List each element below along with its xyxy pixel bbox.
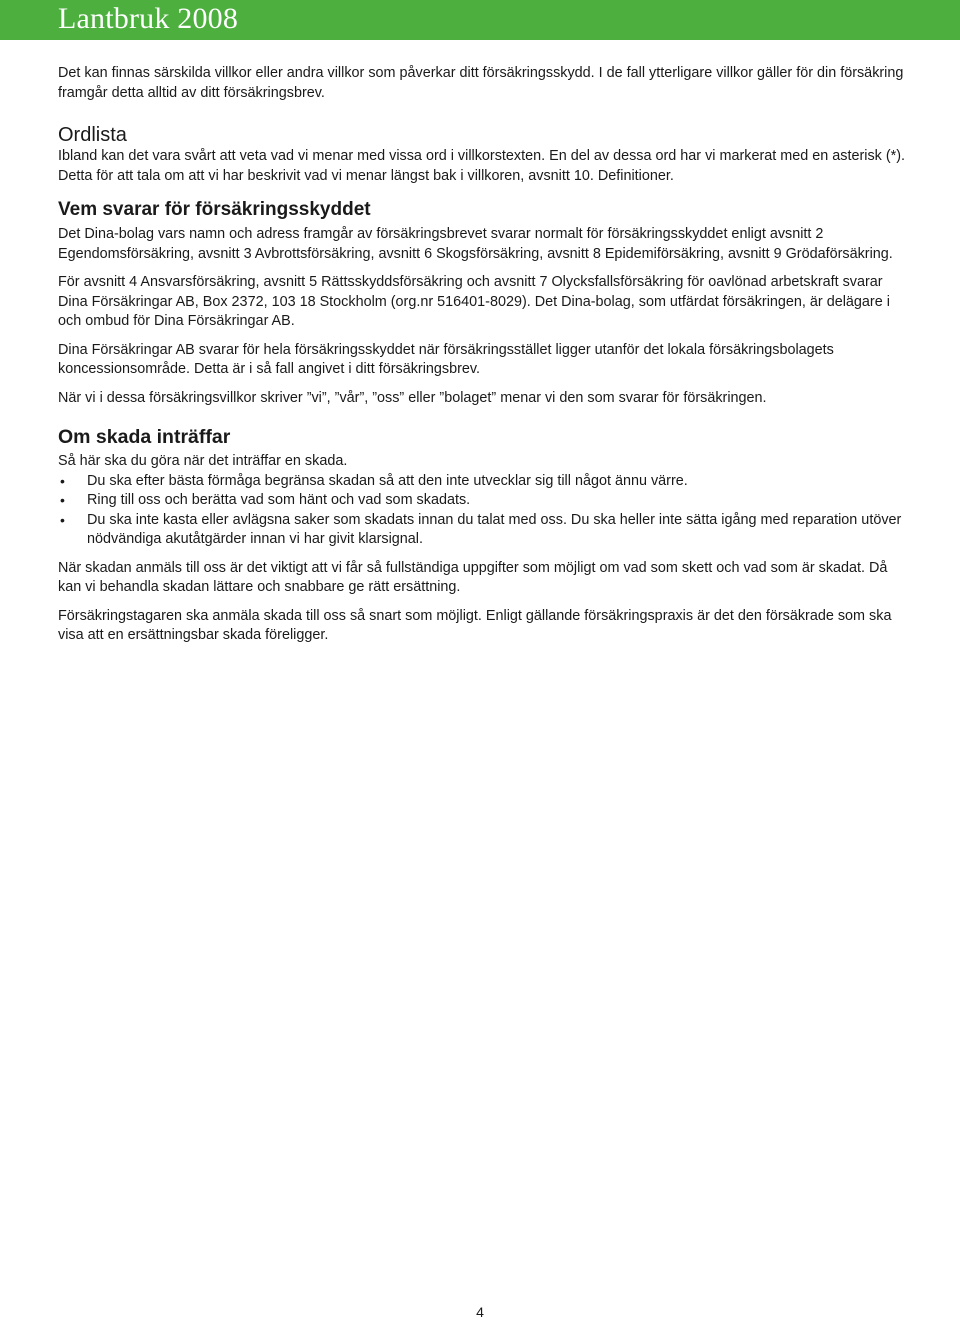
section-heading-vem-svarar: Vem svarar för försäkringsskyddet bbox=[58, 199, 371, 220]
bullet-text: Du ska efter bästa förmåga begränsa skadan så att den inte utvecklar sig till något ännu värre. bbox=[87, 472, 688, 489]
vem-svarar-paragraph-3: Dina Försäkringar AB svarar för hela försäkringsskyddet när försäkringsstället ligger utanför det lokala försäkringsbolagets koncessionsområde. Detta är i så fall angivet i ditt försäkringsbrev. bbox=[58, 341, 834, 377]
section-heading-om-skada: Om skada inträffar bbox=[58, 426, 231, 448]
list-item bbox=[58, 491, 908, 511]
page-content bbox=[58, 64, 908, 646]
om-skada-bullet-list bbox=[58, 472, 908, 550]
intro-paragraph: Det kan finnas särskilda villkor eller andra villkor som påverkar ditt försäkringsskydd. I de fall ytterligare villkor gäller för din försäkring framgår detta alltid av ditt försäkringsbrev. bbox=[58, 65, 904, 101]
document-title: Lantbruk 2008 bbox=[58, 2, 239, 35]
vem-svarar-paragraph-2: För avsnitt 4 Ansvarsförsäkring, avsnitt 5 Rättsskyddsförsäkring och avsnitt 7 Olycksfallsförsäkring för oavlönad arbetskraft svarar Dina Försäkringar AB, Box 2372, 103 18 Stockholm (org.nr 516401-8029). Det Dina-bolag, som utfärdat försäkringen, är delägare i och ombud för Dina Försäkringar AB. bbox=[58, 274, 890, 329]
bullet-text: Du ska inte kasta eller avlägsna saker som skadats innan du talat med oss. Du ska heller inte sätta igång med reparation utöver nödvändiga akutåtgärder innan vi har givit klarsignal. bbox=[87, 511, 902, 547]
ordlista-paragraph: Ibland kan det vara svårt att veta vad vi menar med vissa ord i villkorstexten. En del av dessa ord har vi markerat med en asterisk (*). Detta för att tala om att vi har beskrivit vad vi menar längst bak i villkoren, avsnitt 10. Definitioner. bbox=[58, 148, 906, 184]
bullet-icon: • bbox=[60, 492, 65, 508]
bullet-icon: • bbox=[60, 472, 65, 489]
list-item bbox=[58, 472, 908, 492]
om-skada-paragraph-1: När skadan anmäls till oss är det viktigt att vi får så fullständiga uppgifter som möjligt om vad som skett och vad som är skadat. Då kan vi behandla skadan lättare och snabbare ge rätt ersättning. bbox=[58, 559, 888, 595]
list-item bbox=[58, 511, 908, 550]
header-band bbox=[0, 0, 960, 40]
vem-svarar-paragraph-1: Det Dina-bolag vars namn och adress framgår av försäkringsbrevet svarar normalt för försäkringsskyddet enligt avsnitt 2 Egendomsförsäkring, avsnitt 3 Avbrottsförsäkring, avsnitt 6 Skogsförsäkring, avsnitt 8 Epidemiförsäkring, avsnitt 9 Grödaförsäkring. bbox=[58, 226, 893, 262]
bullet-icon: • bbox=[60, 511, 65, 528]
bullet-text: Ring till oss och berätta vad som hänt och vad som skadats. bbox=[87, 492, 471, 508]
om-skada-lead: Så här ska du göra när det inträffar en skada. bbox=[58, 453, 348, 469]
section-heading-ordlista: Ordlista bbox=[58, 124, 127, 146]
page-number: 4 bbox=[476, 1304, 484, 1320]
vem-svarar-paragraph-4: När vi i dessa försäkringsvillkor skriver ”vi”, ”vår”, ”oss” eller ”bolaget” menar vi den som svarar för försäkringen. bbox=[58, 389, 767, 406]
om-skada-paragraph-2: Försäkringstagaren ska anmäla skada till oss så snart som möjligt. Enligt gällande försäkringspraxis är det den försäkrade som ska visa att en ersättningsbar skada föreligger. bbox=[58, 607, 892, 643]
